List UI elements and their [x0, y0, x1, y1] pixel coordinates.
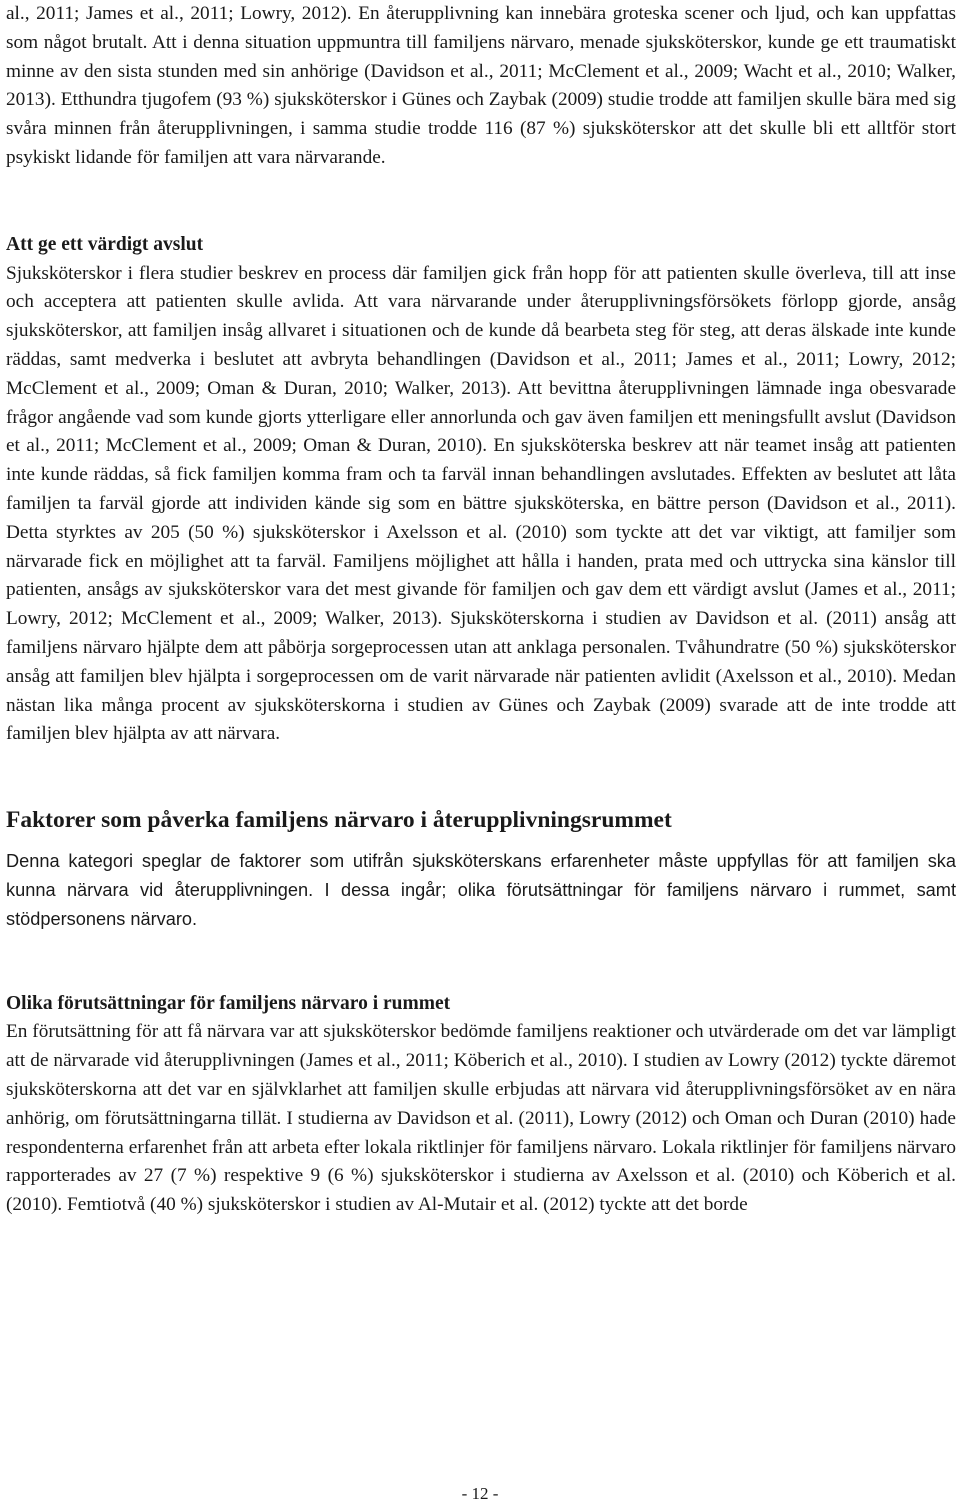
body-paragraph: Sjuksköterskor i flera studier beskrev en process där familjen gick från hopp för att patienten skulle överleva, till att inse och acceptera att patienten skulle avlida. Att vara närvarande under återupplivningsförsökets förlopp gjorde, ansåg sjuksköterskor, att familjen insåg allvaret i situationen och de kunde då bearbeta steg för steg, att deras älskade inte kunde räddas, samt medverka i beslutet att avbryta behandlingen (Davidson et al., 2011; James et al., 2011; Lowry, 2012; McClement et al., 2009; Oman & Duran, 2010; Walker, 2013). Att bevittna återupplivningen lämnade inga obesvarade frågor angående vad som kunde gjorts ytterligare eller annorlunda och gav även familjen ett meningsfullt avslut (Davidson et al., 2011; McClement et al., 2009; Oman & Duran, 2010). En sjuksköterska beskrev att när teamet insåg att patienten inte kunde räddas, så fick familjen komma fram och ta farväl innan behandlingen avslutades. Effekten av beslutet att låta familjen ta farväl gjorde att individen kände sig som en bättre sjuksköterska, en bättre person (Davidson et al., 2011). Detta styrktes av 205 (50 %) sjuksköterskor i Axelsson et al. (2010) som tyckte att det var viktigt, att familjer som närvarade fick en möjlighet att ta farväl. Familjens möjlighet att hålla i handen, prata med och uttrycka sina känslor till patienten, ansågs av sjuksköterskor vara det mest givande för familjen och gav dem ett värdigt avslut (James et al., 2011; Lowry, 2012; McClement et al., 2009; Walker, 2013). Sjuksköterskorna i studien av Davidson et al. (2011) ansåg att familjens närvaro hjälpte dem att påbörja sorgeprocessen utan att anklaga personalen. Tvåhundratre (50 %) sjuksköterskor ansåg att familjen blev hjälpta i sorgeprocessen om de varit närvarade när patienten avlidit (Axelsson et al., 2010). Medan nästan lika många procent av sjuksköterskorna i studien av Günes och Zaybak (2009) svarade att de inte trodde att familjen blev hjälpta av att närvara.: [6, 262, 956, 745]
page-number: - 12 -: [461, 1484, 499, 1503]
body-paragraph: Denna kategori speglar de faktorer som utifrån sjuksköterskans erfarenheter måste uppfyllas för att familjen ska kunna närvara vid återupplivningen. I dessa ingår; olika förutsättningar för familjens närvaro i rummet, samt stödpersonens närvaro.: [6, 851, 956, 929]
body-paragraph: En förutsättning för att få närvara var att sjuksköterskor bedömde familjens reaktioner och utvärderade om det var lämpligt att de närvarade vid återupplivningen (James et al., 2011; Köberich et al., 2010). I studien av Lowry (2012) tyckte däremot sjuksköterskorna att det var en självklarhet att familjen skulle erbjudas att närvara vid återupplivningsförsöket av en nära anhörig, om förutsättningarna tillät. I studierna av Davidson et al. (2011), Lowry (2012) och Oman och Duran (2010) hade respondenterna erfarenhet från att arbeta efter lokala riktlinjer för familjens närvaro. Lokala riktlinjer för familjens närvaro rapporterades av 27 (7 %) respektive 9 (6 %) sjuksköterskor i studierna av Axelsson et al. (2010) och Köberich et al. (2010). Femtiotvå (40 %) sjuksköterskor i studien av Al-Mutair et al. (2012) tyckte att det borde: [6, 1021, 956, 1216]
document-page: [6, 0, 956, 1220]
main-heading: Faktorer som påverka familjens närvaro i återupplivningsrummet: [6, 807, 672, 834]
body-paragraph: al., 2011; James et al., 2011; Lowry, 2012). En återupplivning kan innebära groteska scener och ljud, och kan uppfattas som något brutalt. Att i denna situation uppmuntra till familjens närvaro, menade sjuksköterskor, kunde ge ett traumatiskt minne av den sista stunden med sin anhörige (Davidson et al., 2011; McClement et al., 2009; Wacht et al., 2010; Walker, 2013). Etthundra tjugofem (93 %) sjuksköterskor i Günes och Zaybak (2009) studie trodde att familjen skulle bära med sig svåra minnen från återupplivningen, i samma studie trodde 116 (87 %) sjuksköterskor att det skulle bli ett alltför stort psykiskt lidande för familjen att vara närvarande.: [6, 3, 956, 168]
section-heading: Olika förutsättningar för familjens närvaro i rummet: [6, 992, 451, 1014]
section-heading: Att ge ett värdigt avslut: [6, 233, 204, 255]
